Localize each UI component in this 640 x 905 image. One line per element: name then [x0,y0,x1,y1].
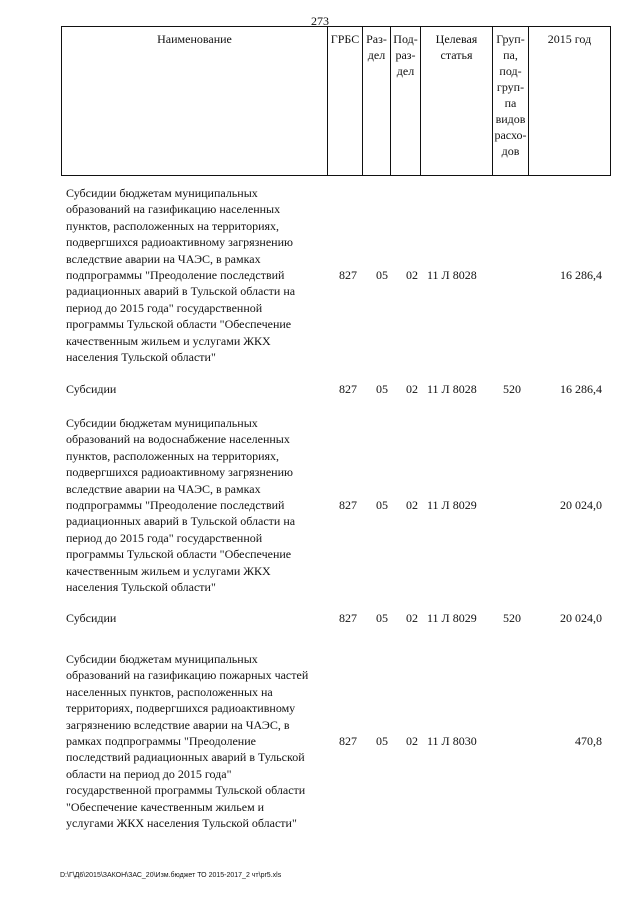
row-name-line: подвергшихся радиоактивному загрязнению [66,465,293,480]
row-grbs: 827 [339,382,357,396]
row-name [66,381,331,397]
header-grbs: ГРБС [328,27,363,176]
row-name-line: программы Тульской области "Обеспечение [66,547,292,562]
row-target-article: 11 Л 8029 [427,611,477,625]
row-podrazdel: 02 [406,382,418,396]
row-name-line: качественным жильем и услугами ЖКХ [66,333,271,348]
row-name-line: услугами ЖКХ населения Тульской области" [66,816,297,831]
row-name-line: образований на водоснабжение населенных [66,432,290,447]
table-row [0,610,640,626]
row-target-article: 11 Л 8028 [427,382,477,396]
row-razdel: 05 [376,611,388,625]
row-podrazdel: 02 [406,611,418,625]
row-name-line: подпрограммы "Преодоление последствий [66,268,285,283]
row-razdel: 05 [376,734,388,748]
row-podrazdel: 02 [406,734,418,748]
table-row [0,185,640,365]
row-podrazdel: 02 [406,498,418,512]
row-expense-group: 520 [503,382,521,396]
row-name-line: области на период до 2015 года" [66,766,232,781]
row-name-line: последствий радиационных аварий в Тульской [66,750,305,765]
row-amount: 470,8 [575,734,602,748]
row-podrazdel: 02 [406,268,418,282]
table-header [61,26,611,176]
row-name-line: подвергшихся радиоактивному загрязнению [66,235,293,250]
row-name [66,185,331,365]
row-grbs: 827 [339,734,357,748]
row-name-line: пунктов, расположенных на территориях, [66,218,280,233]
row-razdel: 05 [376,498,388,512]
row-name-line: образований на газификацию населенных [66,202,281,217]
row-amount: 20 024,0 [560,611,602,625]
row-name [66,610,331,626]
row-name-line: период до 2015 года" государственной [66,300,263,315]
row-name-line: вследствие аварии на ЧАЭС, в рамках [66,251,261,266]
row-name-line: Субсидии бюджетам муниципальных [66,416,258,430]
row-name [66,651,331,831]
row-name-line: "Обеспечение качественным жильем и [66,799,265,814]
footer-file-path: D:\Г\Д6\2015\ЗАКОН\ЗАС_20\Изм.бюджет ТО 2015-2017_2 чт\pr5.xls [60,872,282,879]
row-name-line: Субсидии [66,611,117,625]
row-grbs: 827 [339,268,357,282]
header-target-article: Целевая статья [421,27,493,176]
row-name-line: государственной программы Тульской области [66,783,306,798]
row-name-line: Субсидии [66,382,117,396]
row-name-line: Субсидии бюджетам муниципальных [66,186,258,200]
row-grbs: 827 [339,611,357,625]
page-number: 273 [311,14,329,28]
row-amount: 16 286,4 [560,382,602,396]
row-name-line: населения Тульской области" [66,350,216,365]
header-year-2015: 2015 год [529,27,611,176]
row-razdel: 05 [376,382,388,396]
header-expense-group: Груп- па, под- груп- па видов расхо- дов [493,27,529,176]
row-razdel: 05 [376,268,388,282]
row-target-article: 11 Л 8030 [427,734,477,748]
row-amount: 20 024,0 [560,498,602,512]
row-name-line: рамках подпрограммы "Преодоление [66,734,256,749]
row-target-article: 11 Л 8028 [427,268,477,282]
header-name: Наименование [62,27,328,176]
table-row [0,381,640,397]
header-razdel: Раз- дел [363,27,391,176]
row-expense-group: 520 [503,611,521,625]
row-name-line: радиационных аварий в Тульской области на [66,514,296,529]
row-name [66,415,331,595]
row-name-line: населенных пунктов, расположенных на [66,684,273,699]
row-grbs: 827 [339,498,357,512]
row-amount: 16 286,4 [560,268,602,282]
row-name-line: качественным жильем и услугами ЖКХ [66,563,271,578]
table-row [0,651,640,831]
row-name-line: подпрограммы "Преодоление последствий [66,498,285,513]
row-name-line: Субсидии бюджетам муниципальных [66,652,258,666]
row-name-line: вследствие аварии на ЧАЭС, в рамках [66,481,261,496]
row-name-line: населения Тульской области" [66,580,216,595]
row-name-line: период до 2015 года" государственной [66,530,263,545]
row-name-line: территориях, подвергшихся радиоактивному [66,701,296,716]
row-target-article: 11 Л 8029 [427,498,477,512]
header-podrazdel: Под- раз- дел [391,27,421,176]
row-name-line: загрязнению вследствие аварии на ЧАЭС, в [66,717,290,732]
row-name-line: образований на газификацию пожарных частей [66,668,309,683]
row-name-line: программы Тульской области "Обеспечение [66,317,292,332]
row-name-line: радиационных аварий в Тульской области на [66,284,296,299]
row-name-line: пунктов, расположенных на территориях, [66,448,280,463]
table-row [0,415,640,595]
